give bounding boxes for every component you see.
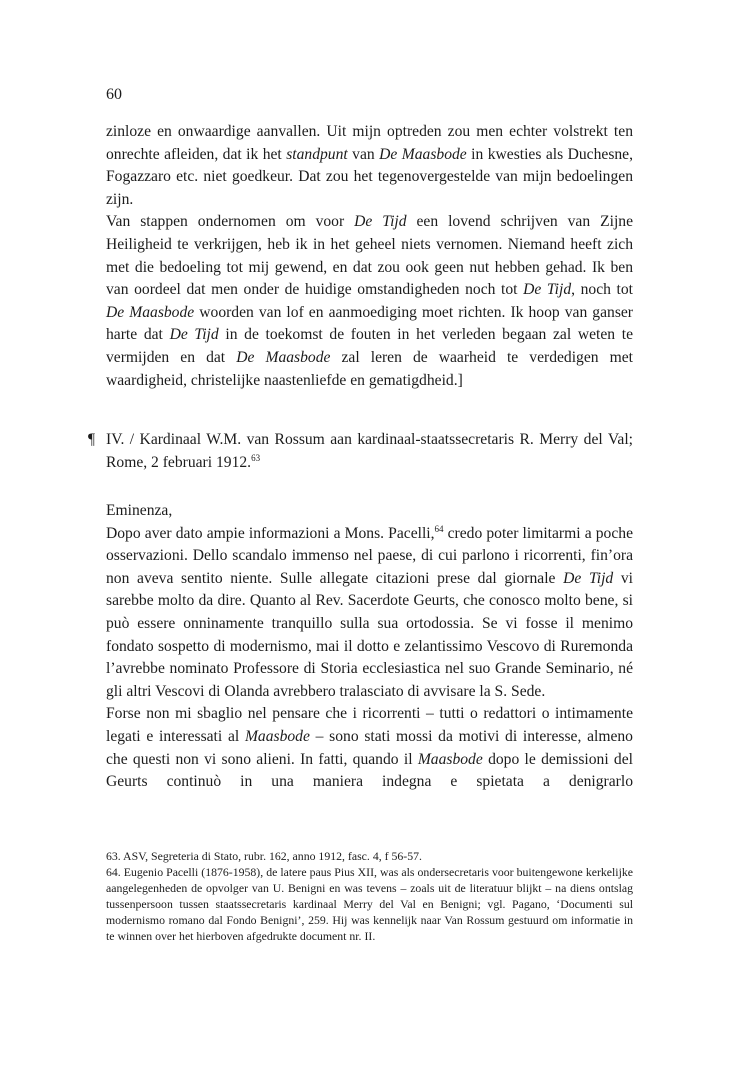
- dutch-paragraph-2: Van stappen ondernomen om voor De Tijd een lovend schrijven van Zijne Heiligheid te verkrijgen, heb ik in het geheel niets vernomen. Niemand heeft zich met die bedoeling tot mij gewend, en dat zou ook geen nut hebben gehad. Ik ben van oordeel dat men onder de huidige omstandigheden noch tot De Tijd, noch tot De Maasbode woorden van lof en aanmoediging moet richten. Ik hoop van ganser harte dat De Tijd in de toekomst de fouten in het verleden begaan zal weten te vermijden en dat De Maasbode zal leren de waarheid te verdedigen met waardigheid, christelijke naastenliefde en gematigdheid.]: [106, 213, 634, 389]
- footnote-ref-64: 64: [434, 523, 444, 534]
- section-heading: IV. / Kardinaal W.M. van Rossum aan kardinaal-staatssecretaris R. Merry del Val; Rome, 2 februari 1912.63: [106, 431, 633, 471]
- salutation: Eminenza,: [106, 502, 173, 519]
- footnote-64: 64. Eugenio Pacelli (1876-1958), de latere paus Pius XII, was als ondersecretaris voor buitengewone kerkelijke aangelegenheden de opvolger van U. Benigni en was tevens – zoals uit de literatuur blijkt – na diens ontslag tussenpersoon tussen staatssecretaris kardinaal Merry del Val en Benigni; vgl. Pagano, ‘Documenti sul modernismo romano dal Fondo Benigni’, 259. Hij was kennelijk naar Van Rossum gestuurd om informatie in te winnen over het hierboven afgedrukte document nr. II.: [106, 865, 633, 944]
- footnotes: [106, 848, 633, 945]
- footnote-63: 63. ASV, Segreteria di Stato, rubr. 162, anno 1912, fasc. 4, f 56-57.: [106, 849, 422, 863]
- pilcrow-mark: ¶: [88, 431, 96, 448]
- dutch-letter-ending: [106, 121, 633, 392]
- page-number: 60: [106, 86, 122, 103]
- italian-letter: [106, 500, 633, 794]
- italian-paragraph-1: Dopo aver dato ampie informazioni a Mons. Pacelli,$^{64}$ credo poter limitarmi a poche osservazioni. Dello scandalo immenso nel paese, di cui parlono i ricorrenti, fin’ora non aveva sentito niente. Sulle allegate citazioni prese dal giornale De Tijd vi sarebbe molto da dire. Quanto al Rev. Sacerdote Geurts, che conosco molto bene, si può essere onninamente tranquillo sulla sua ortodossia. Se vi fosse il menimo fondato sospetto di modernismo, mai il dotto e zelantissimo Vescovo di Ruremonda l’avrebbe nominato Professore di Storia ecclesiastica nel suo Grande Seminario, né gli altri Vescovi di Olanda avrebbero tralasciato di avvisare la S. Sede.: [106, 523, 633, 700]
- dutch-paragraph-1: zinloze en onwaardige aanvallen. Uit mijn optreden zou men echter volstrekt ten onrechte afleiden, dat ik het standpunt van De Maasbode in kwesties als Duchesne, Fogazzaro etc. niet goedkeur. Dat zou het tegenovergestelde van mijn bedoelingen zijn.: [106, 123, 634, 208]
- footnote-ref-63: 63: [251, 452, 261, 463]
- italian-paragraph-2: Forse non mi sbaglio nel pensare che i ricorrenti – tutti o redattori o intimamente legati e interessati al Maasbode – sono stati mossi da motivi di interesse, almeno che questi non vi sono alieni. In fatti, quando il Maasbode dopo le demissioni del Geurts continuò in una maniera indegna e spietata a denigrarlo: [106, 705, 633, 791]
